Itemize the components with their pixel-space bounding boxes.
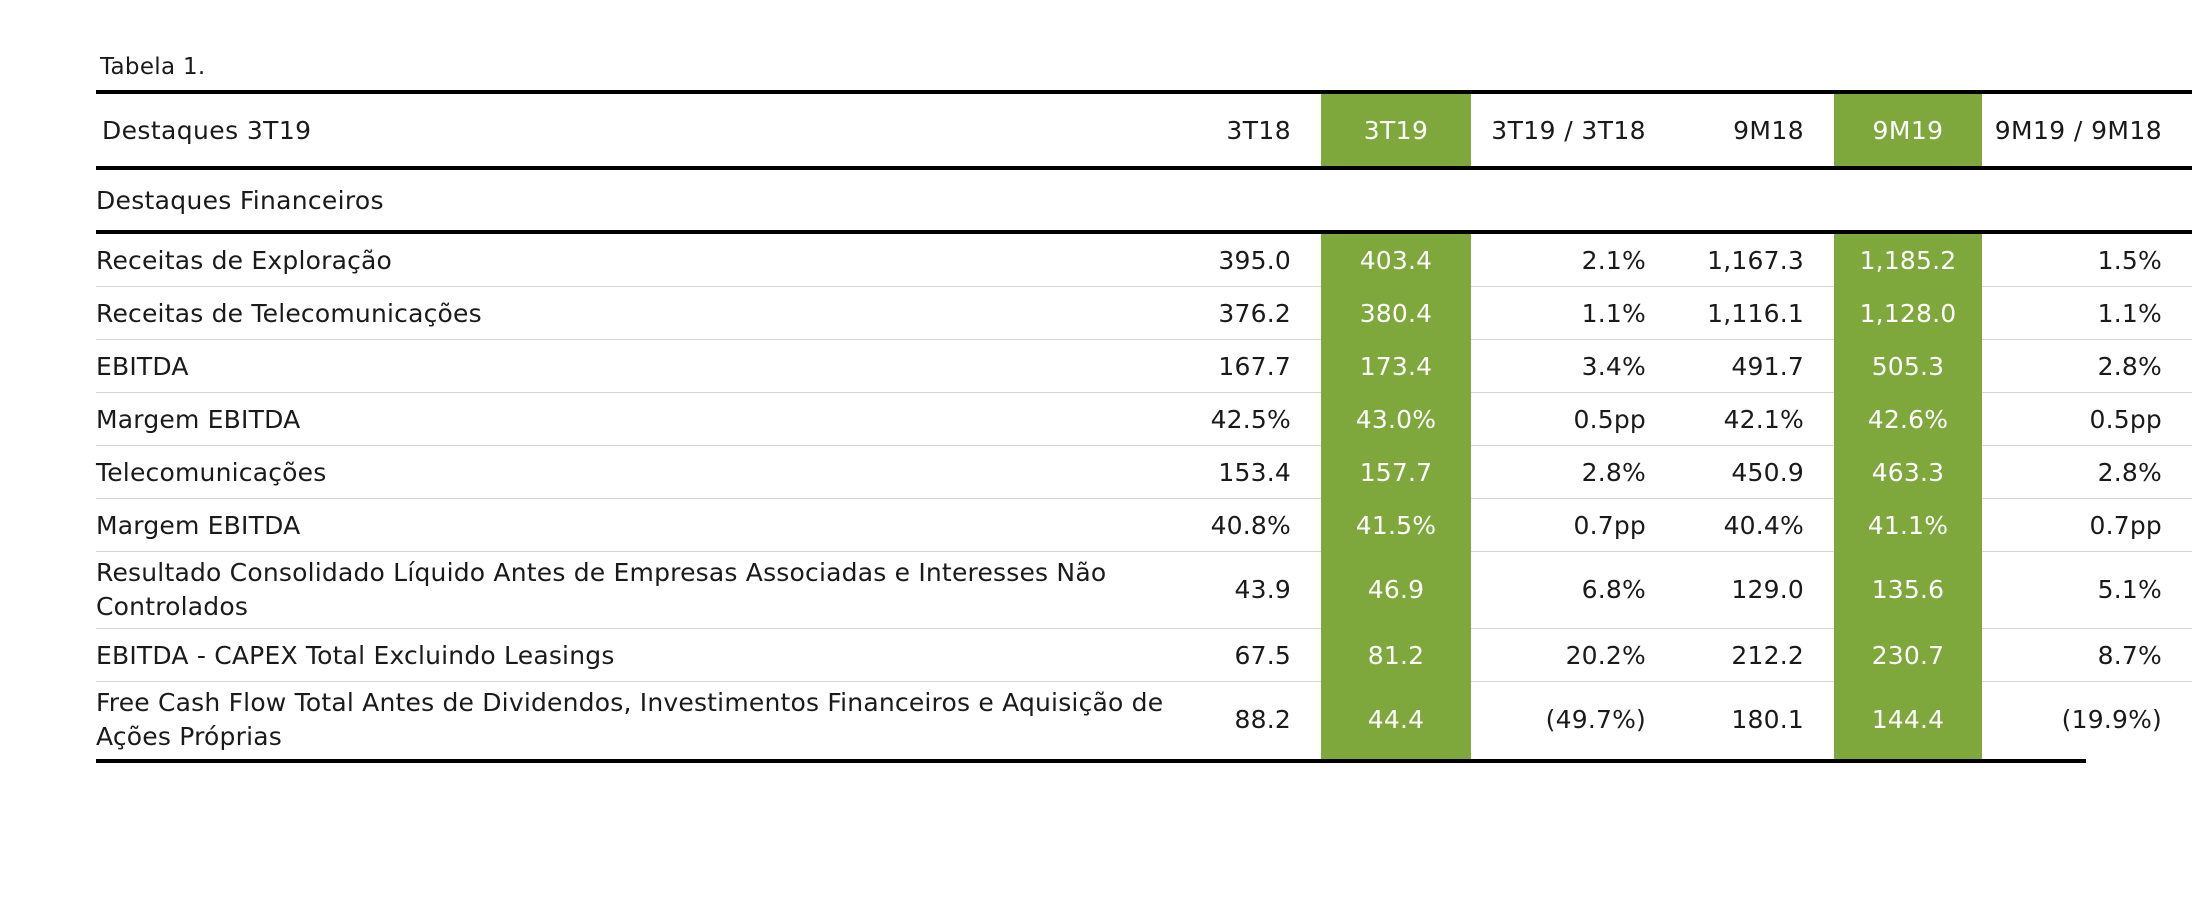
row-value-9m19: 42.6% bbox=[1834, 393, 1982, 446]
section-spacer-var2 bbox=[1982, 168, 2192, 232]
row-value-9m19: 1,185.2 bbox=[1834, 232, 1982, 287]
row-value-var1: 6.8% bbox=[1471, 552, 1676, 629]
row-value-var1: 20.2% bbox=[1471, 629, 1676, 682]
row-value-9m18: 129.0 bbox=[1676, 552, 1834, 629]
row-value-3t19: 41.5% bbox=[1321, 499, 1471, 552]
row-label: EBITDA - CAPEX Total Excluindo Leasings bbox=[96, 629, 1171, 682]
row-value-9m19: 144.4 bbox=[1834, 682, 1982, 759]
row-value-9m19: 41.1% bbox=[1834, 499, 1982, 552]
row-value-3t19: 43.0% bbox=[1321, 393, 1471, 446]
row-value-var1: 2.1% bbox=[1471, 232, 1676, 287]
row-value-var1: 2.8% bbox=[1471, 446, 1676, 499]
table-row bbox=[96, 393, 2192, 446]
row-value-3t18: 88.2 bbox=[1234, 705, 1291, 735]
row-value-var2: 1.5% bbox=[1982, 232, 2192, 287]
table-row bbox=[96, 629, 2192, 682]
section-spacer-var1 bbox=[1471, 168, 1676, 232]
column-header-3t19-vs-3t18: 3T19 / 3T18 bbox=[1471, 92, 1676, 168]
row-value-3t19: 403.4 bbox=[1321, 232, 1471, 287]
row-value-3t19: 173.4 bbox=[1321, 340, 1471, 393]
row-value-9m19: 463.3 bbox=[1834, 446, 1982, 499]
row-value-3t19: 157.7 bbox=[1321, 446, 1471, 499]
row-value-var2: 2.8% bbox=[1982, 446, 2192, 499]
section-spacer-3t19 bbox=[1321, 168, 1471, 232]
row-value-9m18: 1,116.1 bbox=[1676, 287, 1834, 340]
row-value-9m18: 491.7 bbox=[1676, 340, 1834, 393]
row-value-var2: 1.1% bbox=[1982, 287, 2192, 340]
row-value-3t19: 46.9 bbox=[1321, 552, 1471, 629]
table-header-title: Destaques 3T19 bbox=[96, 92, 1171, 168]
row-value-3t18: 43.9 bbox=[1171, 552, 1321, 629]
row-value-3t18: 67.5 bbox=[1171, 629, 1321, 682]
row-value-9m19: 230.7 bbox=[1834, 629, 1982, 682]
column-header-9m18: 9M18 bbox=[1676, 92, 1834, 168]
row-value-9m19: 135.6 bbox=[1834, 552, 1982, 629]
row-value-var2: 2.8% bbox=[1982, 340, 2192, 393]
column-header-9m19: 9M19 bbox=[1834, 92, 1982, 168]
row-value-3t18: 40.8% bbox=[1171, 499, 1321, 552]
row-label: Margem EBITDA bbox=[96, 499, 1171, 552]
table-row bbox=[96, 682, 2192, 759]
row-value-9m18: 42.1% bbox=[1676, 393, 1834, 446]
row-value-3t19: 380.4 bbox=[1321, 287, 1471, 340]
row-value-3t19: 44.4 bbox=[1321, 682, 1471, 759]
row-value-9m18: 450.9 bbox=[1676, 446, 1834, 499]
row-value-3t18: 42.5% bbox=[1171, 393, 1321, 446]
column-header-3t18: 3T18 bbox=[1171, 92, 1321, 168]
row-label: Free Cash Flow Total Antes de Dividendos, Investimentos Financeiros e Aquisição de Ações Próprias bbox=[96, 688, 1164, 752]
row-value-9m19: 1,128.0 bbox=[1834, 287, 1982, 340]
row-label: Telecomunicações bbox=[96, 446, 1171, 499]
row-value-3t18: 376.2 bbox=[1171, 287, 1321, 340]
table-row bbox=[96, 446, 2192, 499]
row-value-var2: 0.7pp bbox=[1982, 499, 2192, 552]
financial-highlights-table bbox=[96, 90, 2192, 759]
row-value-var1: 3.4% bbox=[1471, 340, 1676, 393]
section-spacer-3t18 bbox=[1171, 168, 1321, 232]
table-row bbox=[96, 287, 2192, 340]
table-row bbox=[96, 340, 2192, 393]
row-value-3t18: 153.4 bbox=[1171, 446, 1321, 499]
row-value-3t18: 167.7 bbox=[1171, 340, 1321, 393]
row-label: Margem EBITDA bbox=[96, 393, 1171, 446]
table-row bbox=[96, 552, 2192, 629]
row-value-9m18: 212.2 bbox=[1676, 629, 1834, 682]
row-value-var2: 5.1% bbox=[1982, 552, 2192, 629]
row-value-var2: 8.7% bbox=[1982, 629, 2192, 682]
row-value-9m18: 180.1 bbox=[1731, 705, 1804, 735]
row-value-var1: 0.7pp bbox=[1471, 499, 1676, 552]
row-value-var2: (19.9%) bbox=[2061, 705, 2162, 735]
table-header-row bbox=[96, 92, 2192, 168]
table-bottom-rule bbox=[96, 759, 2086, 763]
row-label: Receitas de Telecomunicações bbox=[96, 287, 1171, 340]
column-header-3t19: 3T19 bbox=[1321, 92, 1471, 168]
table-row bbox=[96, 499, 2192, 552]
row-value-var2: 0.5pp bbox=[1982, 393, 2192, 446]
row-value-9m18: 1,167.3 bbox=[1676, 232, 1834, 287]
row-value-3t19: 81.2 bbox=[1321, 629, 1471, 682]
row-label: Receitas de Exploração bbox=[96, 232, 1171, 287]
section-label-destaques-financeiros: Destaques Financeiros bbox=[96, 168, 1171, 232]
row-value-var1: (49.7%) bbox=[1545, 705, 1646, 735]
column-header-9m19-vs-9m18: 9M19 / 9M18 bbox=[1982, 92, 2192, 168]
row-label: Resultado Consolidado Líquido Antes de Empresas Associadas e Interesses Não Controlados bbox=[96, 552, 1171, 629]
section-spacer-9m19 bbox=[1834, 168, 1982, 232]
table-row bbox=[96, 232, 2192, 287]
table-caption: Tabela 1. bbox=[100, 54, 206, 80]
row-value-9m19: 505.3 bbox=[1834, 340, 1982, 393]
section-header-row bbox=[96, 168, 2192, 232]
row-label: EBITDA bbox=[96, 340, 1171, 393]
row-value-var1: 0.5pp bbox=[1471, 393, 1676, 446]
row-value-3t18: 395.0 bbox=[1171, 232, 1321, 287]
row-value-9m18: 40.4% bbox=[1676, 499, 1834, 552]
row-value-var1: 1.1% bbox=[1471, 287, 1676, 340]
section-spacer-9m18 bbox=[1676, 168, 1834, 232]
